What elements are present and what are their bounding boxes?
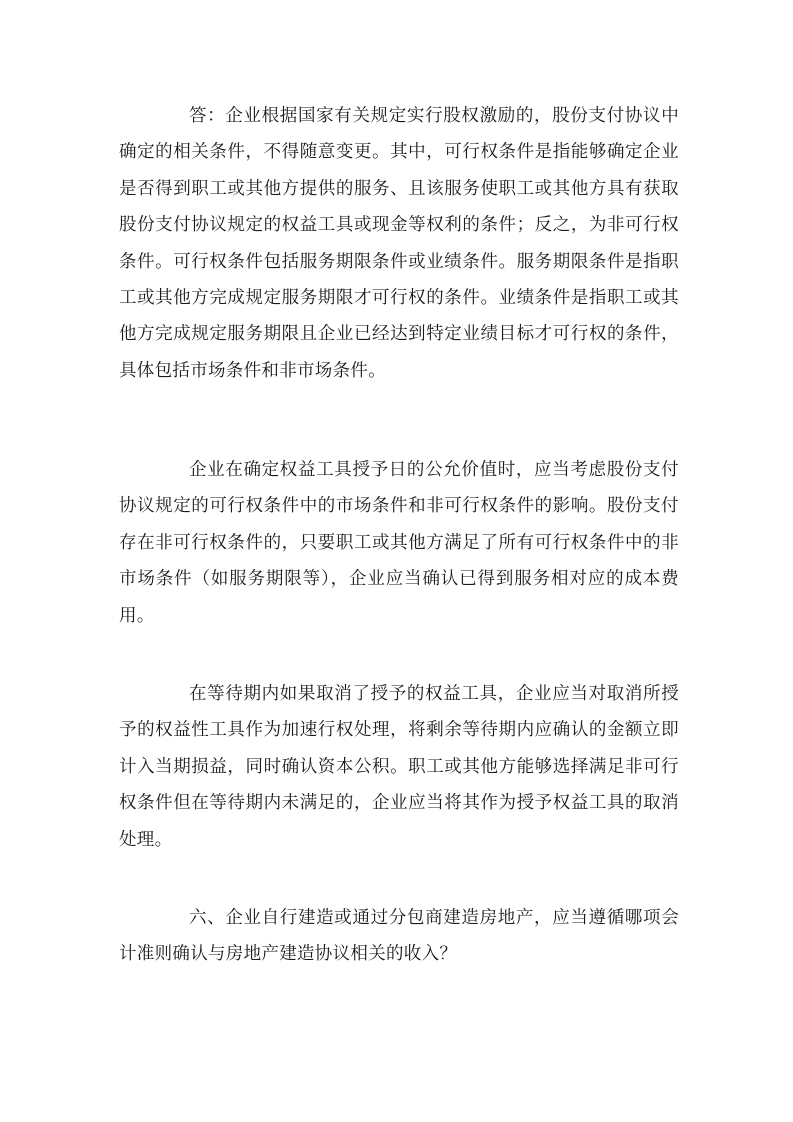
paragraph-fair-value-grant-date: 企业在确定权益工具授予日的公允价值时，应当考虑股份支付协议规定的可行权条件中的市场条件和非可行权条件的影响。股份支付存在非可行权条件的，只要职工或其他方满足了所有可行权条件中的非市场条件（如服务期限等），企业应当确认已得到服务相对应的成本费用。 [119, 460, 679, 626]
paragraph-cancellation-during-vesting: 在等待期内如果取消了授予的权益工具，企业应当对取消所授予的权益性工具作为加速行权处理，将剩余等待期内应确认的金额立即计入当期损益，同时确认资本公积。职工或其他方能够选择满足非可行权条件但在等待期内未满足的，企业应当将其作为授予权益工具的取消处理。 [119, 684, 679, 850]
question-six-real-estate-revenue: 六、企业自行建造或通过分包商建造房地产，应当遵循哪项会计准则确认与房地产建造协议相关的收入？ [119, 908, 679, 965]
answer-paragraph-vesting-conditions: 答：企业根据国家有关规定实行股权激励的，股份支付协议中确定的相关条件，不得随意变更。其中，可行权条件是指能够确定企业是否得到职工或其他方提供的服务、且该服务使职工或其他方具有获取股份支付协议规定的权益工具或现金等权利的条件；反之，为非可行权条件。可行权条件包括服务期限条件或业绩条件。服务期限条件是指职工或其他方完成规定服务期限才可行权的条件。业绩条件是指职工或其他方完成规定服务期限且企业已经达到特定业绩目标才可行权的条件，具体包括市场条件和非市场条件。 [119, 106, 679, 381]
